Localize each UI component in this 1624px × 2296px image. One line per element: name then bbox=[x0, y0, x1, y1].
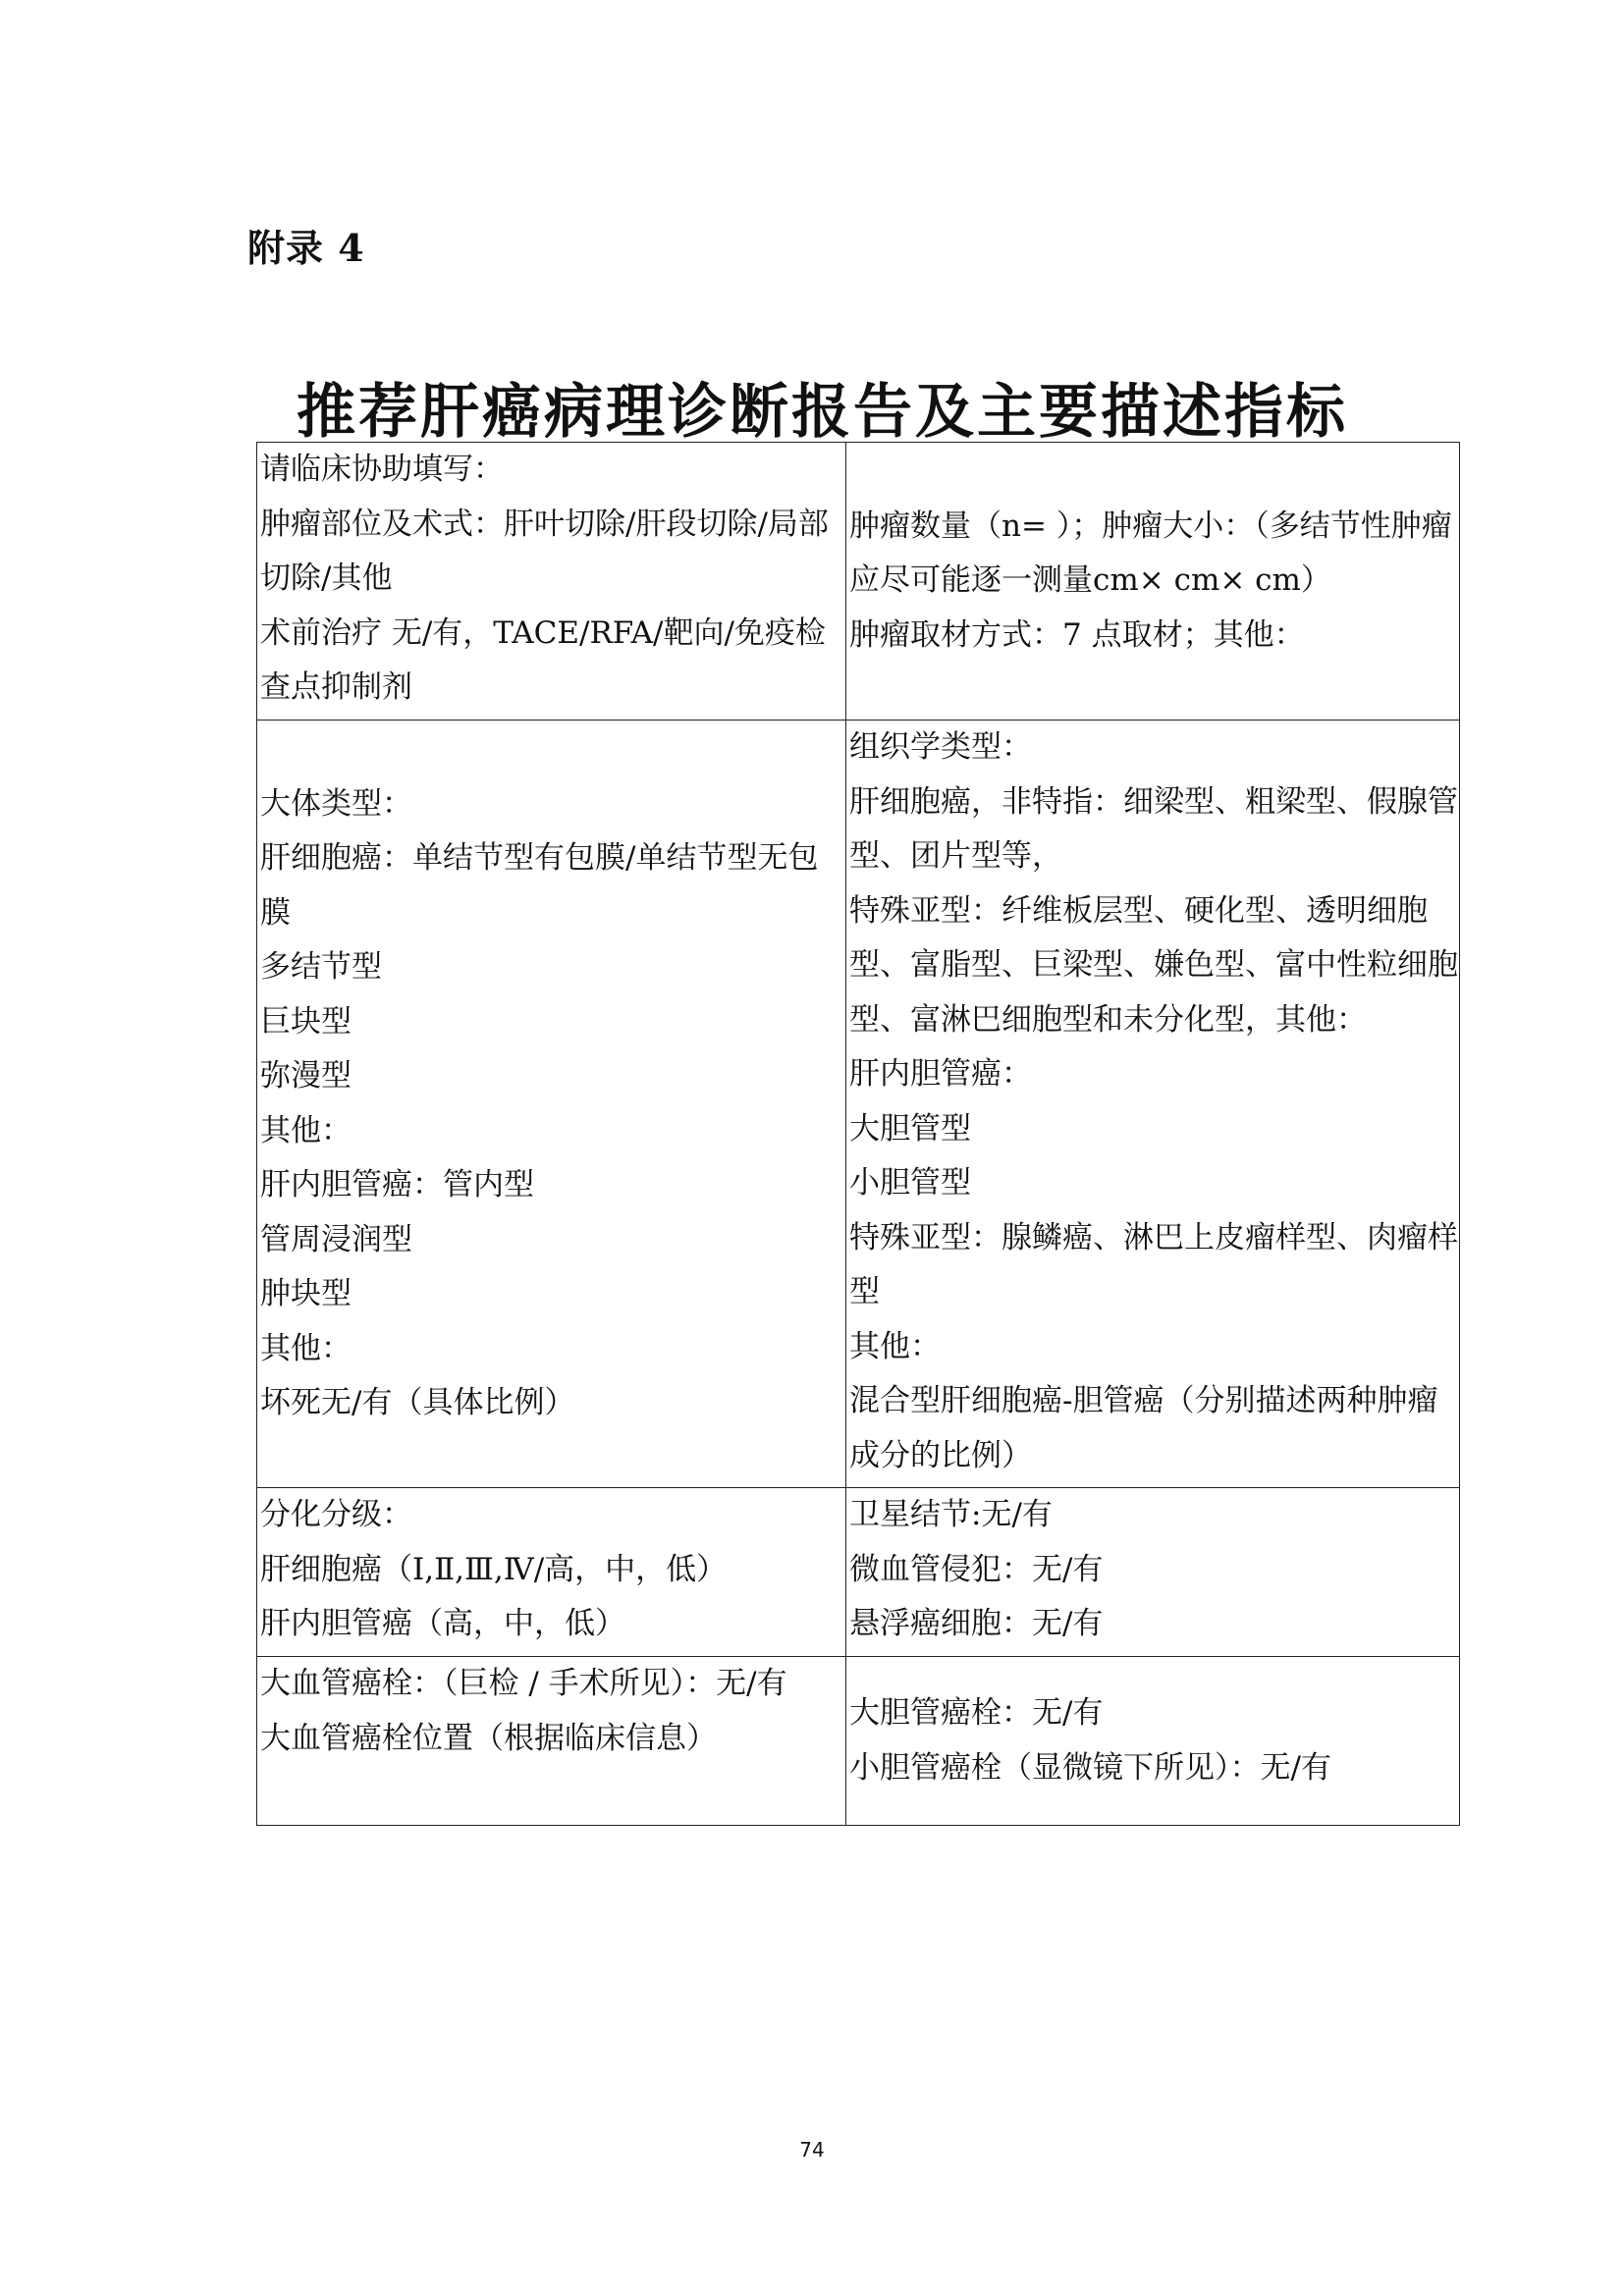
cell-line: 肿瘤数量（n= ）；肿瘤大小：（多结节性肿瘤应尽可能逐一测量cm× cm× cm） bbox=[849, 507, 1452, 599]
report-table bbox=[256, 442, 1460, 1826]
cell-line: 卫星结节:无/有 bbox=[849, 1497, 1053, 1532]
page-title: 推荐肝癌病理诊断报告及主要描述指标 bbox=[297, 378, 1348, 447]
cell-line: 肝细胞癌：单结节型有包膜/单结节型无包膜 bbox=[260, 840, 819, 931]
cell-line: 大体类型： bbox=[260, 785, 412, 822]
table-cell-satellite-nodule bbox=[846, 1488, 1460, 1657]
table-cell-differentiation bbox=[257, 1488, 846, 1657]
table-cell-tumor-count bbox=[846, 443, 1460, 721]
table-cell-bile-duct-thrombus bbox=[846, 1657, 1460, 1826]
cell-line: 大胆管型 bbox=[849, 1110, 971, 1147]
table-cell-vascular-thrombus bbox=[257, 1657, 846, 1826]
cell-line: 微血管侵犯：无/有 bbox=[849, 1551, 1104, 1587]
appendix-label: 附录 4 bbox=[247, 226, 365, 270]
cell-line: 大血管癌栓：（巨检 / 手术所见）：无/有 bbox=[260, 1666, 787, 1701]
cell-line: 混合型肝细胞癌-胆管癌（分别描述两种肿瘤成分的比例） bbox=[849, 1383, 1438, 1473]
cell-line: 坏死无/有（具体比例） bbox=[260, 1385, 575, 1420]
cell-line: 肝内胆管癌：管内型 bbox=[260, 1167, 534, 1202]
cell-line: 多结节型 bbox=[260, 949, 382, 985]
table-row bbox=[257, 1657, 1460, 1826]
table-row bbox=[257, 443, 1460, 721]
cell-line: 特殊亚型：纤维板层型、硬化型、透明细胞型、富脂型、巨梁型、嫌色型、富中性粒细胞型、富淋巴细胞型和未分化型，其他： bbox=[849, 892, 1458, 1038]
cell-line: 巨块型 bbox=[260, 1003, 352, 1040]
cell-line: 肝细胞癌，非特指：细梁型、粗梁型、假腺管型、团片型等， bbox=[849, 783, 1458, 874]
cell-line: 肿瘤取材方式：7 点取材；其他： bbox=[849, 616, 1305, 653]
table-cell-histologic-type bbox=[846, 721, 1460, 1488]
cell-line: 大胆管癌栓：无/有 bbox=[849, 1695, 1104, 1731]
table-cell-gross-type bbox=[257, 721, 846, 1488]
table-cell-clinical-info bbox=[257, 443, 846, 721]
table-row bbox=[257, 721, 1460, 1488]
page-number: 74 bbox=[799, 2138, 825, 2162]
cell-line: 悬浮癌细胞：无/有 bbox=[849, 1606, 1104, 1641]
cell-line: 肝内胆管癌： bbox=[849, 1056, 1032, 1092]
table-row bbox=[257, 1488, 1460, 1657]
cell-line: 肿块型 bbox=[260, 1276, 352, 1311]
cell-line: 组织学类型： bbox=[849, 729, 1032, 765]
cell-line: 管周浸润型 bbox=[260, 1221, 412, 1257]
cell-line: 肝细胞癌（Ⅰ,Ⅱ,Ⅲ,Ⅳ/高，中，低） bbox=[260, 1551, 728, 1587]
cell-line: 请临床协助填写： bbox=[260, 452, 504, 487]
cell-line: 其他： bbox=[849, 1328, 941, 1364]
cell-line: 小胆管型 bbox=[849, 1165, 971, 1201]
cell-line: 其他： bbox=[260, 1112, 352, 1148]
cell-line: 术前治疗 无/有，TACE/RFA/靶向/免疫检查点抑制剂 bbox=[260, 614, 826, 705]
cell-line: 分化分级： bbox=[260, 1497, 412, 1532]
cell-line: 其他： bbox=[260, 1330, 352, 1366]
cell-line: 小胆管癌栓（显微镜下所见）：无/有 bbox=[849, 1749, 1331, 1786]
cell-line: 肝内胆管癌（高，中，低） bbox=[260, 1606, 625, 1641]
cell-line: 特殊亚型：腺鳞癌、淋巴上皮瘤样型、肉瘤样型 bbox=[849, 1219, 1458, 1309]
cell-line: 肿瘤部位及术式：肝叶切除/肝段切除/局部切除/其他 bbox=[260, 506, 829, 596]
cell-line: 弥漫型 bbox=[260, 1058, 352, 1094]
cell-line: 大血管癌栓位置（根据临床信息） bbox=[260, 1720, 717, 1756]
